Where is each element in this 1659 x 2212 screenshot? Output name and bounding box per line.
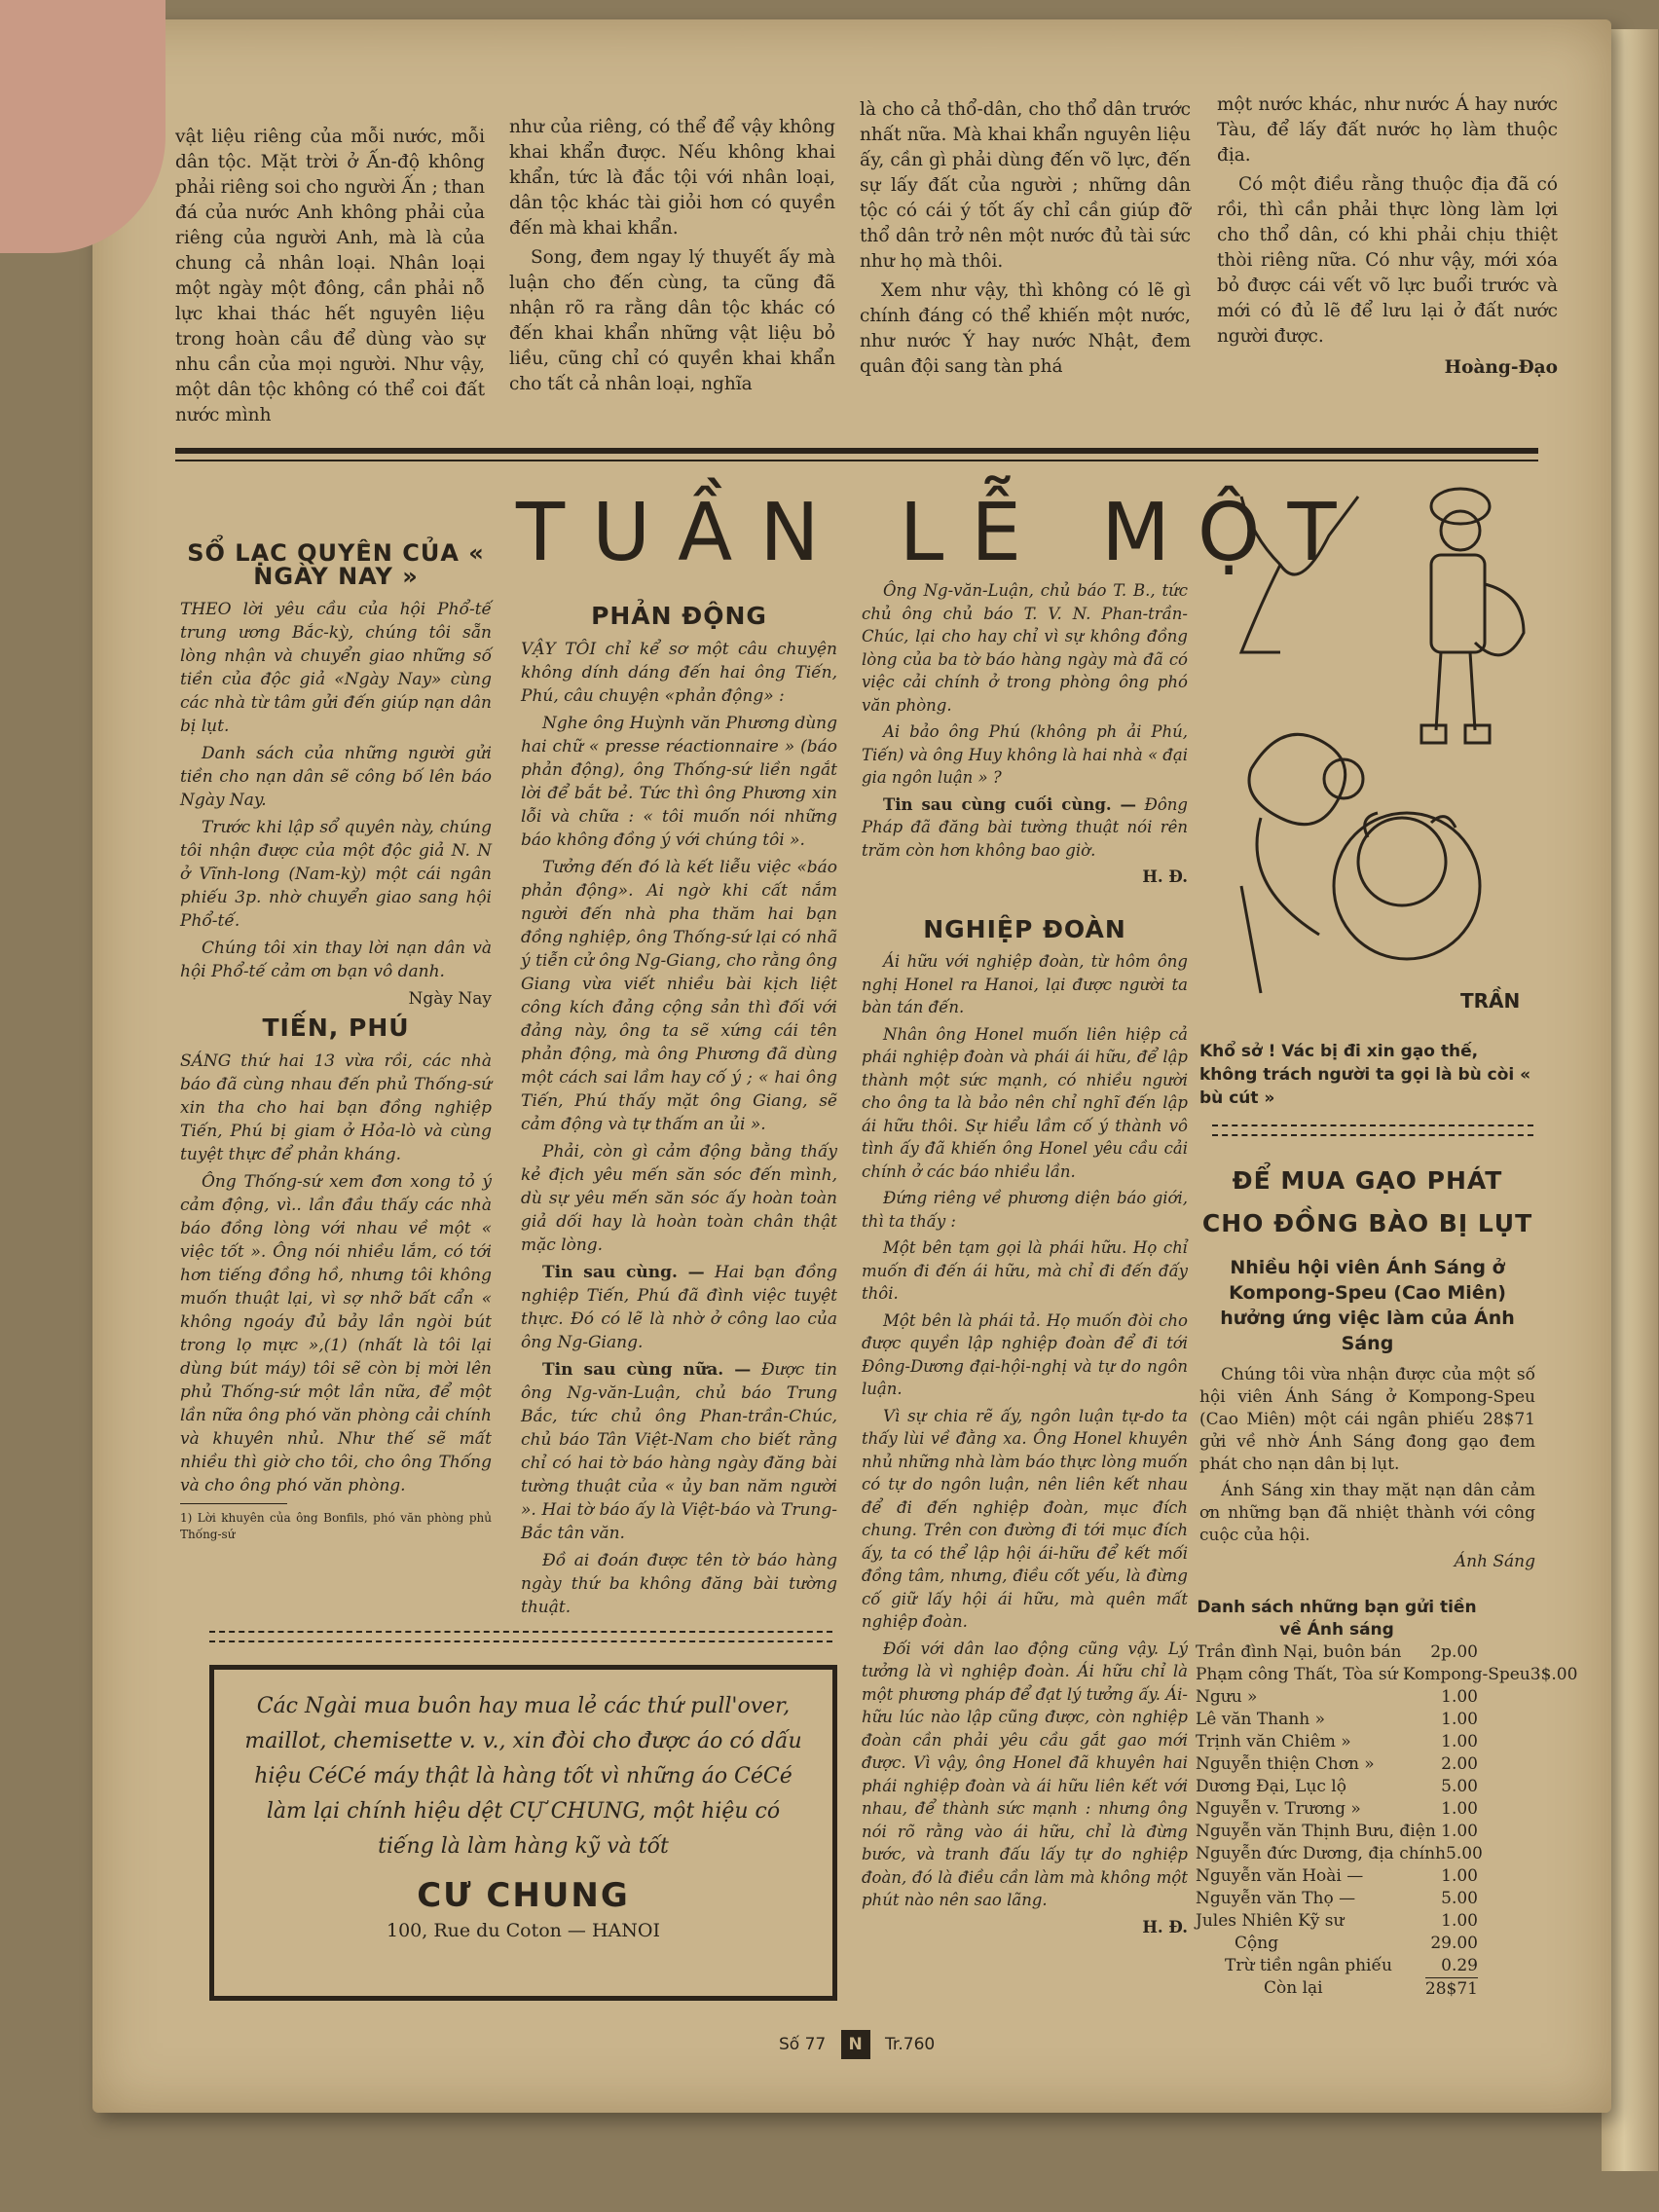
top-article-col3: là cho cả thổ-dân, cho thổ dân trước nhất nữa. Mà khai khẩn nguyên liệu ấy, cần gì phải dùng đến võ lực, đến sự lấy đất của người ; những dân tộc có cái ý tốt ấy chỉ cần giúp đỡ thổ dân trở nên một nước đủ tài sức như họ mà thôi. Xem như vậy, thì không có lẽ gì chính đáng có thể khiến một nước, như nước Ý hay nước Nhật, đem quân đội sang tàn phá xyxy=(860,99,1191,377)
tien-phu-heading: TIẾN, PHÚ xyxy=(262,1014,410,1042)
donor-amount: 2p.00 xyxy=(1430,1642,1478,1662)
donor-rows xyxy=(1196,1641,1578,1933)
donor-row xyxy=(1196,1821,1478,1843)
ngay-nay-logo-icon: N xyxy=(841,2030,870,2059)
donor-list xyxy=(1196,1597,1578,2001)
fee-row: Trừ tiền ngân phiếu 0.29 xyxy=(1225,1956,1478,1975)
hd-signature: H. Đ. xyxy=(1142,1917,1188,1936)
section-title: TUẦN LỄ MỘT xyxy=(516,487,1364,579)
issue-number: Số 77 xyxy=(779,2035,827,2054)
ad-divider xyxy=(209,1631,832,1642)
cartoon-caption: Khổ sở ! Vác bị đi xin gạo thế, không trách người ta gọi là bù còi « bù cút » xyxy=(1199,1042,1531,1108)
donor-row xyxy=(1196,1776,1478,1798)
donor-row xyxy=(1196,1798,1478,1821)
cartoon-illustration xyxy=(1222,477,1553,1032)
column-b: PHẢN ĐỘNG VẬY TÔI chỉ kể sơ một câu chuyện không dính dáng đến hai ông Tiến, Phú, câu chuyện «phản động» : Nghe ông Huỳnh văn Phương dùng hai chữ « presse réactionnaire » (báo phản động), ông Thống-sứ liền ngắt lời để bắt bẻ. Tức thì ông Phương xin lỗi và chữa : « tôi muốn nói những báo không đồng ý với chúng tôi ». Tưởng đến đó là kết liễu việc «báo phản động». Ai ngờ khi cất nắm người đến nhà pha thăm hai bạn đồng nghiệp, ông Thống-sứ lại có nhã ý tiễn cử ông Ng-Giang, cho rằng ông Giang vừa viết nhiều bài kịch liệt công kích đảng cộng sản thì đối với đảng này, ông ta sẽ xứng cái tên phản động, mà ông Phương đã dùng một cách sai lầm hay cố ý ; « hai ông Tiến, Phú thấy mặt ông Giang, sẽ cảm động và tự thấm an ủi ». Phải, còn gì cảm động bằng thấy kẻ địch yêu mến săn sóc đến mình, dù sự yêu mến săn sóc ấy hoàn toàn giả dối hay là hoàn toàn chân thật mặc lòng. Tin sau cùng. — Hai bạn đồng nghiệp Tiến, Phú đã đình việc tuyệt thực. Đó có lẽ là nhờ ở công lao của ông Ng-Giang. Tin sau cùng nữa. — Được tin ông Ng-văn-Luận, chủ báo Trung Bắc, tức chủ ông Phan-trần-Chúc, chủ báo Tân Việt-Nam cho biết rằng chỉ có hai tờ báo hàng ngày đăng bài tường thuật của « ủy ban năm người ». Hai tờ báo ấy là Việt-báo và Trung-Bắc tân văn. Đồ ai đoán được tên tờ báo hàng ngày thứ ba không đăng bài tường thuật. xyxy=(521,602,837,1617)
ad-address: 100, Rue du Coton — HANOI xyxy=(387,1920,660,1941)
donor-name: Nguyễn đức Dương, địa chính xyxy=(1196,1844,1446,1863)
page-number: Tr.760 xyxy=(885,2035,936,2054)
top-article-col4: một nước khác, như nước Á hay nước Tàu, để lấy đất nước họ làm thuộc địa. Có một điều rằng thuộc địa đã có rồi, thì cần phải thực lòng làm lợi cho thổ dân, có khi phải chịu thiệt thòi riêng nữa. Có như vậy, mới xóa bỏ được cái vết võ lực buổi trước và mới có đủ lẽ để lưu lại ở đất nước người được. Hoàng-Đạo xyxy=(1217,92,1558,381)
top-article-col1: vật liệu riêng của mỗi nước, mỗi dân tộc. Mặt trời ở Ấn-độ không phải riêng soi cho người Ấn ; than đá của nước Anh không phải của riêng của người Anh, mà là của chung cả nhân loại. Nhân loại một ngày một đông, cần phải nỗ lực khai thác hết nguyên liệu trong hoàn cầu để dùng vào sự nhu cần của mọi người. Như vậy, một dân tộc không có thể coi đất nước mình xyxy=(175,127,485,425)
page-footer xyxy=(779,2030,935,2059)
donor-amount: 5.00 xyxy=(1441,1889,1478,1908)
donor-name: Ngưu » xyxy=(1196,1687,1258,1707)
donor-name: Nguyễn văn Thọ — xyxy=(1196,1889,1356,1908)
donor-amount: 2.00 xyxy=(1441,1754,1478,1774)
donor-name: Trịnh văn Chiêm » xyxy=(1196,1732,1351,1751)
donor-amount: 1.00 xyxy=(1441,1822,1478,1841)
mua-gao-heading: ĐỂ MUA GẠO PHÁT CHO ĐỒNG BÀO BỊ LỤT xyxy=(1201,1166,1533,1237)
top-article-col2: như của riêng, có thể để vậy không khai khẩn được. Nếu không khai khẩn, tức là đắc tội với nhân loại, dân tộc khác tài giỏi hơn có quyền đến mà khai khẩn. Song, đem ngay lý thuyết ấy mà luận cho đến cùng, ta cũng đã nhận rõ ra rằng dân tộc khác có đến khai khẩn những vật liệu bỏ liều, cũng chỉ có quyền khai khẩn cho tất cả nhân loại, nghĩa xyxy=(509,117,835,394)
donor-name: Phạm công Thất, Tòa sứ Kompong-Speu xyxy=(1196,1665,1530,1684)
remain-row: Còn lại 28$71 xyxy=(1264,1978,1478,1999)
donor-name: Trần đình Nại, buôn bán xyxy=(1196,1642,1402,1662)
donor-row xyxy=(1196,1686,1478,1709)
donor-row xyxy=(1196,1888,1478,1910)
footnote: 1) Lời khuyên của ông Bonfils, phó văn phòng phủ Thống-sứ xyxy=(180,1511,492,1541)
anh-sang-signature: Ánh Sáng xyxy=(1454,1552,1535,1571)
donor-amount: 3$.00 xyxy=(1530,1665,1578,1684)
donor-amount: 1.00 xyxy=(1441,1687,1478,1707)
donor-name: Lê văn Thanh » xyxy=(1196,1710,1325,1729)
wavy-divider xyxy=(1212,1124,1533,1136)
donor-row xyxy=(1196,1709,1478,1731)
footnote-rule xyxy=(180,1503,287,1504)
ad-text: Các Ngài mua buôn hay mua lẻ các thứ pull'over, maillot, chemisette v. v., xin đòi cho được áo có dấu hiệu CéCé máy thật là hàng tốt vì những áo CéCé làm lại chính hiệu dệt CỰ CHUNG, một hiệu có tiếng là làm hàng kỹ và tốt xyxy=(244,1694,802,1859)
donor-name: Dương Đại, Lục lộ xyxy=(1196,1777,1346,1796)
donor-row xyxy=(1196,1664,1578,1686)
donor-row xyxy=(1196,1843,1483,1865)
phan-dong-heading: PHẢN ĐỘNG xyxy=(591,602,767,630)
donor-row xyxy=(1196,1641,1478,1664)
donor-amount: 1.00 xyxy=(1441,1911,1478,1931)
top-divider xyxy=(175,448,1538,454)
artist-signature: TRẦN xyxy=(1460,989,1521,1013)
donor-amount: 1.00 xyxy=(1441,1866,1478,1886)
nghiep-doan-heading: NGHIỆP ĐOÀN xyxy=(923,914,1126,943)
donor-name: Nguyễn v. Trương » xyxy=(1196,1799,1361,1819)
cu-chung-advertisement xyxy=(209,1665,837,2001)
so-lac-quyen-heading: SỔ LẠC QUYÊN CỦA « NGÀY NAY » xyxy=(187,539,485,590)
donor-name: Nguyễn văn Thịnh Bưu, điện xyxy=(1196,1822,1436,1841)
column-a: SỔ LẠC QUYÊN CỦA « NGÀY NAY » THEO lời yêu cầu của hội Phổ-tế trung ương Bắc-kỳ, chúng tôi sẵn lòng nhận và chuyển giao những số tiền của độc giả «Ngày Nay» cùng các nhà từ tâm gửi đến giúp nạn dân bị lụt. Danh sách của những người gửi tiền cho nạn dân sẽ công bố lên báo Ngày Nay. Trước khi lập sổ quyên này, chúng tôi nhận được của một độc giả N. N ở Vĩnh-long (Nam-kỳ) một cái ngân phiếu 3p. nhờ chuyển giao sang hội Phổ-tế. Chúng tôi xin thay lời nạn dân và hội Phổ-tế cảm ơn bạn vô danh. Ngày Nay TIẾN, PHÚ SÁNG thứ hai 13 vừa rồi, các nhà báo đã cùng nhau đến phủ Thống-sứ xin tha cho hai bạn đồng nghiệp Tiến, Phú bị giam ở Hỏa-lò và cùng tuyệt thực để phản kháng. Ông Thống-sứ xem đơn xong tỏ ý cảm động, vì.. lần đầu thấy các nhà báo đồng lòng với nhau về một « việc tốt ». Ông nói nhiều lắm, có tới hơn tiếng đồng hồ, nhưng tôi không muốn thuật lại, vì sợ nhỡ bất cẩn « không ngoáy đủ bảy lần ngòi bút trong lọ mực »,(1) (nhất là tôi lại dùng bút máy) tôi sẽ còn bị mời lên phủ Thống-sứ một lần nữa, để một lần nữa ông phó văn phòng cải chính và khuyên nhủ. Như thế sẽ mất nhiều thì giờ cho tôi, cho ông Thống và cho ông phó văn phòng. 1) Lời khuyên của ông Bonfils, phó văn phòng phủ Thống-sứ xyxy=(180,539,492,1541)
ad-brand: CƯ CHUNG xyxy=(417,1876,630,1915)
donor-list-title: Danh sách những bạn gửi tiền về Ánh sáng xyxy=(1197,1598,1477,1640)
total-row: Cộng 29.00 xyxy=(1235,1934,1478,1953)
donor-name: Nguyễn văn Hoài — xyxy=(1196,1866,1364,1886)
donor-amount: 5.00 xyxy=(1446,1844,1483,1863)
donor-amount: 1.00 xyxy=(1441,1799,1478,1819)
nl-signature: H. Đ. xyxy=(1142,867,1188,886)
donor-name: Nguyễn thiện Chơn » xyxy=(1196,1754,1375,1774)
column-d: ĐỂ MUA GẠO PHÁT CHO ĐỒNG BÀO BỊ LỤT Nhiều hội viên Ánh Sáng ở Kompong-Speu (Cao Miên) hưởng ứng việc làm của Ánh Sáng Chúng tôi vừa nhận được của một số hội viên Ánh Sáng ở Kompong-Speu (Cao Miên) một cái ngân phiếu 28$71 gửi về nhờ Ánh Sáng đong gạo đem phát cho nạn dân bị lụt. Ánh Sáng xin thay mặt nạn dân cảm ơn những bạn đã nhiệt thành với công cuộc của hội. Ánh Sáng xyxy=(1199,1154,1535,1573)
donor-amount: 1.00 xyxy=(1441,1710,1478,1729)
mua-gao-subheading: Nhiều hội viên Ánh Sáng ở Kompong-Speu (Cao Miên) hưởng ứng việc làm của Ánh Sáng xyxy=(1220,1257,1515,1354)
donor-row xyxy=(1196,1731,1478,1753)
donor-row xyxy=(1196,1753,1478,1776)
donor-row xyxy=(1196,1865,1478,1888)
ngay-nay-signature: Ngày Nay xyxy=(408,989,492,1009)
top-article-signature: Hoàng-Đạo xyxy=(1444,357,1558,378)
top-divider-thin xyxy=(175,460,1538,461)
donor-name: Jules Nhiên Kỹ sư xyxy=(1196,1911,1345,1931)
donor-row xyxy=(1196,1910,1478,1933)
column-c: Ông Ng-văn-Luận, chủ báo T. B., tức chủ ông chủ báo T. V. N. Phan-trần-Chúc, lại cho hay chỉ vì sự không đồng lòng của ba tờ báo hàng ngày mà đã có việc cải chính ở trong phòng ông phó văn phòng. Ai bảo ông Phú (không ph ải Phú, Tiến) và ông Huy không là hai nhà « đại gia ngôn luận » ? Tin sau cùng cuối cùng. — Đông Pháp đã đăng bài tường thuật nói rên trăm còn hơn không bao giờ. H. Đ. NGHIỆP ĐOÀN Ái hữu với nghiệp đoàn, từ hôm ông nghị Honel ra Hanoi, lại được người ta bàn tán đến. Nhân ông Honel muốn liên hiệp cả phái nghiệp đoàn và phái ái hữu, để lập thành một sức mạnh, có nhiều người cho ông ta là bảo nên chỉ nghĩ đến lập ái hữu thôi. Sự hiểu lầm cố ý thành vô tình ấy đã khiến ông Honel yêu cầu cải chính ở các báo nhiều lần. Đứng riêng về phương diện báo giới, thì ta thấy : Một bên tạm gọi là phái hữu. Họ chỉ muốn đi đến ái hữu, mà chỉ đi đến đấy thôi. Một bên là phái tả. Họ muốn đòi cho được quyền lập nghiệp đoàn để đi tới Đông-Dương đại-hội-nghị và tự do ngôn luận. Vì sự chia rẽ ấy, ngôn luận tự-do ta thấy lùi về đằng xa. Ông Honel khuyên nhủ những nhà làm báo thực lòng muốn có tự do ngôn luận, nên liên kết nhau để đi đến nghiệp đoàn, mục đích chung. Trên con đường đi tới mục đích ấy, ta có thể lập hội ái-hữu để kết mối đồng tâm, nhưng, điều cốt yếu, là đừng cố giữ lấy hội ái hữu, mà quên mất nghiệp đoàn. Đối với dân lao động cũng vậy. Lý tưởng là vì nghiệp đoàn. Ái hữu chỉ là một phương pháp để đạt lý tưởng ấy. Ái-hữu lúc nào lập cũng được, còn nghiệp đoàn cần phải yêu cầu gắt gao mới được. Vì vậy, ông Honel đã khuyên hai phái nghiệp đoàn và ái hữu liên kết với nhau, để thành sức mạnh : nhưng ông nói rõ rằng vào ái hữu, chỉ là đừng bước, và tranh đấu lấy tự do nghiệp đoàn, đó là điều cần làm mà không một phút nào nên sao lãng. H. Đ. xyxy=(862,579,1188,1938)
donor-amount: 1.00 xyxy=(1441,1732,1478,1751)
donor-amount: 5.00 xyxy=(1441,1777,1478,1796)
